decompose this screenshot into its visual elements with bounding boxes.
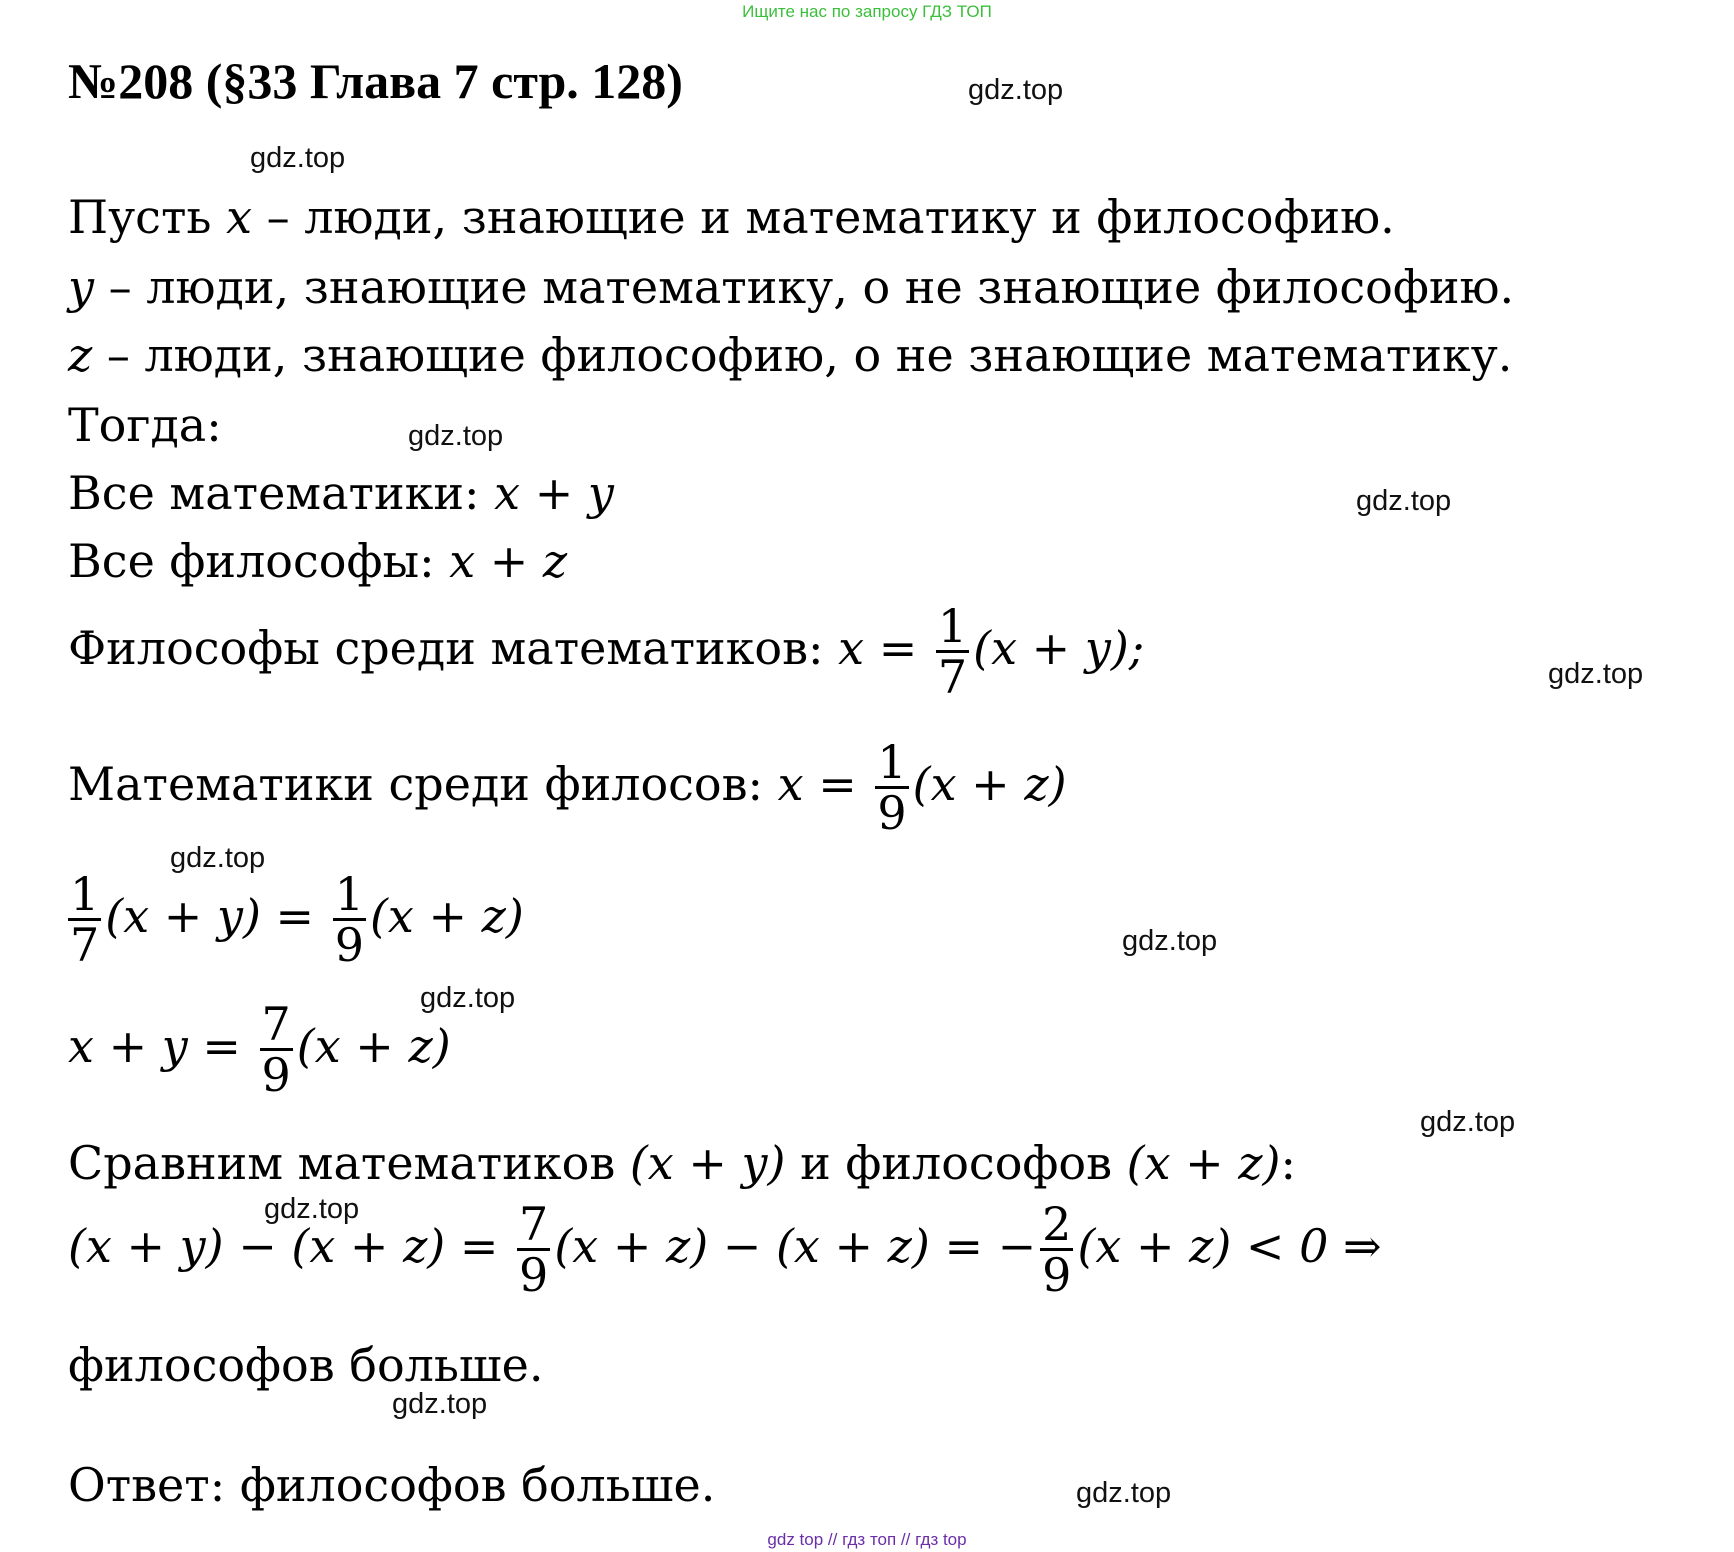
conclusion: философов больше. [68,1338,544,1392]
numerator: 1 [70,867,100,921]
expression: (x + y); [973,620,1145,675]
watermark: gdz.top [250,142,346,174]
watermark: gdz.top [1076,1477,1172,1509]
comparison-equation [68,1197,1382,1303]
expression: (x + z) − (x + z) = − [554,1218,1037,1273]
all-philosophers [68,534,567,588]
expression: x + z [449,534,568,588]
expression: x = [777,756,872,811]
text: и философов [785,1136,1127,1190]
fraction [936,599,969,705]
watermark: gdz.top [1548,658,1644,690]
then-label: Тогда: [68,398,222,452]
denominator: 7 [70,918,100,973]
page-title: №208 (§33 Глава 7 стр. 128) [68,53,683,109]
footer-links: gdz top // гдз топ // гдз top [767,1530,967,1549]
definition-x [68,190,1395,244]
fraction [333,867,366,973]
text: Математики среди филосов: [68,756,778,811]
expression: x = [838,620,932,675]
denominator: 9 [877,786,907,841]
watermark: gdz.top [170,842,266,874]
watermark: gdz.top [1420,1106,1516,1138]
top-banner: Ищите нас по запросу ГДЗ ТОП [742,2,992,21]
text: Сравним математиков [68,1136,630,1190]
text: – люди, знающие философию, о не знающие математику. [92,328,1513,382]
expression: (x + z) < 0 ⇒ [1077,1218,1382,1273]
expression: (x + z) [912,756,1067,811]
watermark: gdz.top [392,1388,488,1420]
denominator: 9 [1042,1248,1072,1303]
expression: (x + z) [1126,1136,1281,1190]
fraction [875,735,908,841]
denominator: 9 [261,1048,291,1103]
expression: (x + z) [296,1018,451,1073]
philosophers-among-mathematicians [68,599,1145,705]
all-mathematicians [68,466,614,520]
expression: (x + y) − (x + z) = [68,1218,514,1273]
text: – люди, знающие математику, о не знающие философию. [94,260,1515,314]
numerator: 7 [261,997,291,1051]
fraction [260,997,293,1103]
denominator: 9 [334,918,364,973]
expression: x + y = [68,1018,256,1073]
numerator: 1 [937,599,968,653]
fraction [1040,1197,1073,1303]
numerator: 1 [877,735,907,789]
expression: (x + y) = [105,888,329,943]
text: : [1280,1136,1296,1190]
fraction [517,1197,550,1303]
text: Философы среди математиков: [68,620,839,675]
text: Все математики: [68,466,495,520]
numerator: 7 [519,1197,549,1251]
fraction [68,867,101,973]
denominator: 7 [937,650,968,705]
text: Пусть [68,190,227,244]
definition-y [68,260,1514,314]
watermark: gdz.top [264,1193,360,1225]
expression: (x + y) [629,1136,786,1190]
denominator: 9 [519,1248,549,1303]
mathematicians-among-philosophers [68,735,1067,841]
watermark: gdz.top [420,982,516,1014]
text: – люди, знающие и математику и философию. [252,190,1395,244]
numerator: 2 [1042,1197,1072,1251]
watermark: gdz.top [968,74,1064,106]
watermark: gdz.top [408,420,504,452]
comparison-statement [68,1136,1296,1190]
variable: z [68,328,93,382]
equation-2 [68,997,451,1103]
numerator: 1 [334,867,364,921]
text: Все философы: [68,534,450,588]
variable: y [68,260,94,314]
equation-1 [68,867,524,973]
expression: (x + z) [369,888,524,943]
variable: x [226,190,253,244]
watermark: gdz.top [1122,925,1218,957]
answer: Ответ: философов больше. [68,1458,716,1512]
definition-z [68,328,1512,382]
expression: x + y [494,466,614,520]
watermark: gdz.top [1356,485,1452,517]
